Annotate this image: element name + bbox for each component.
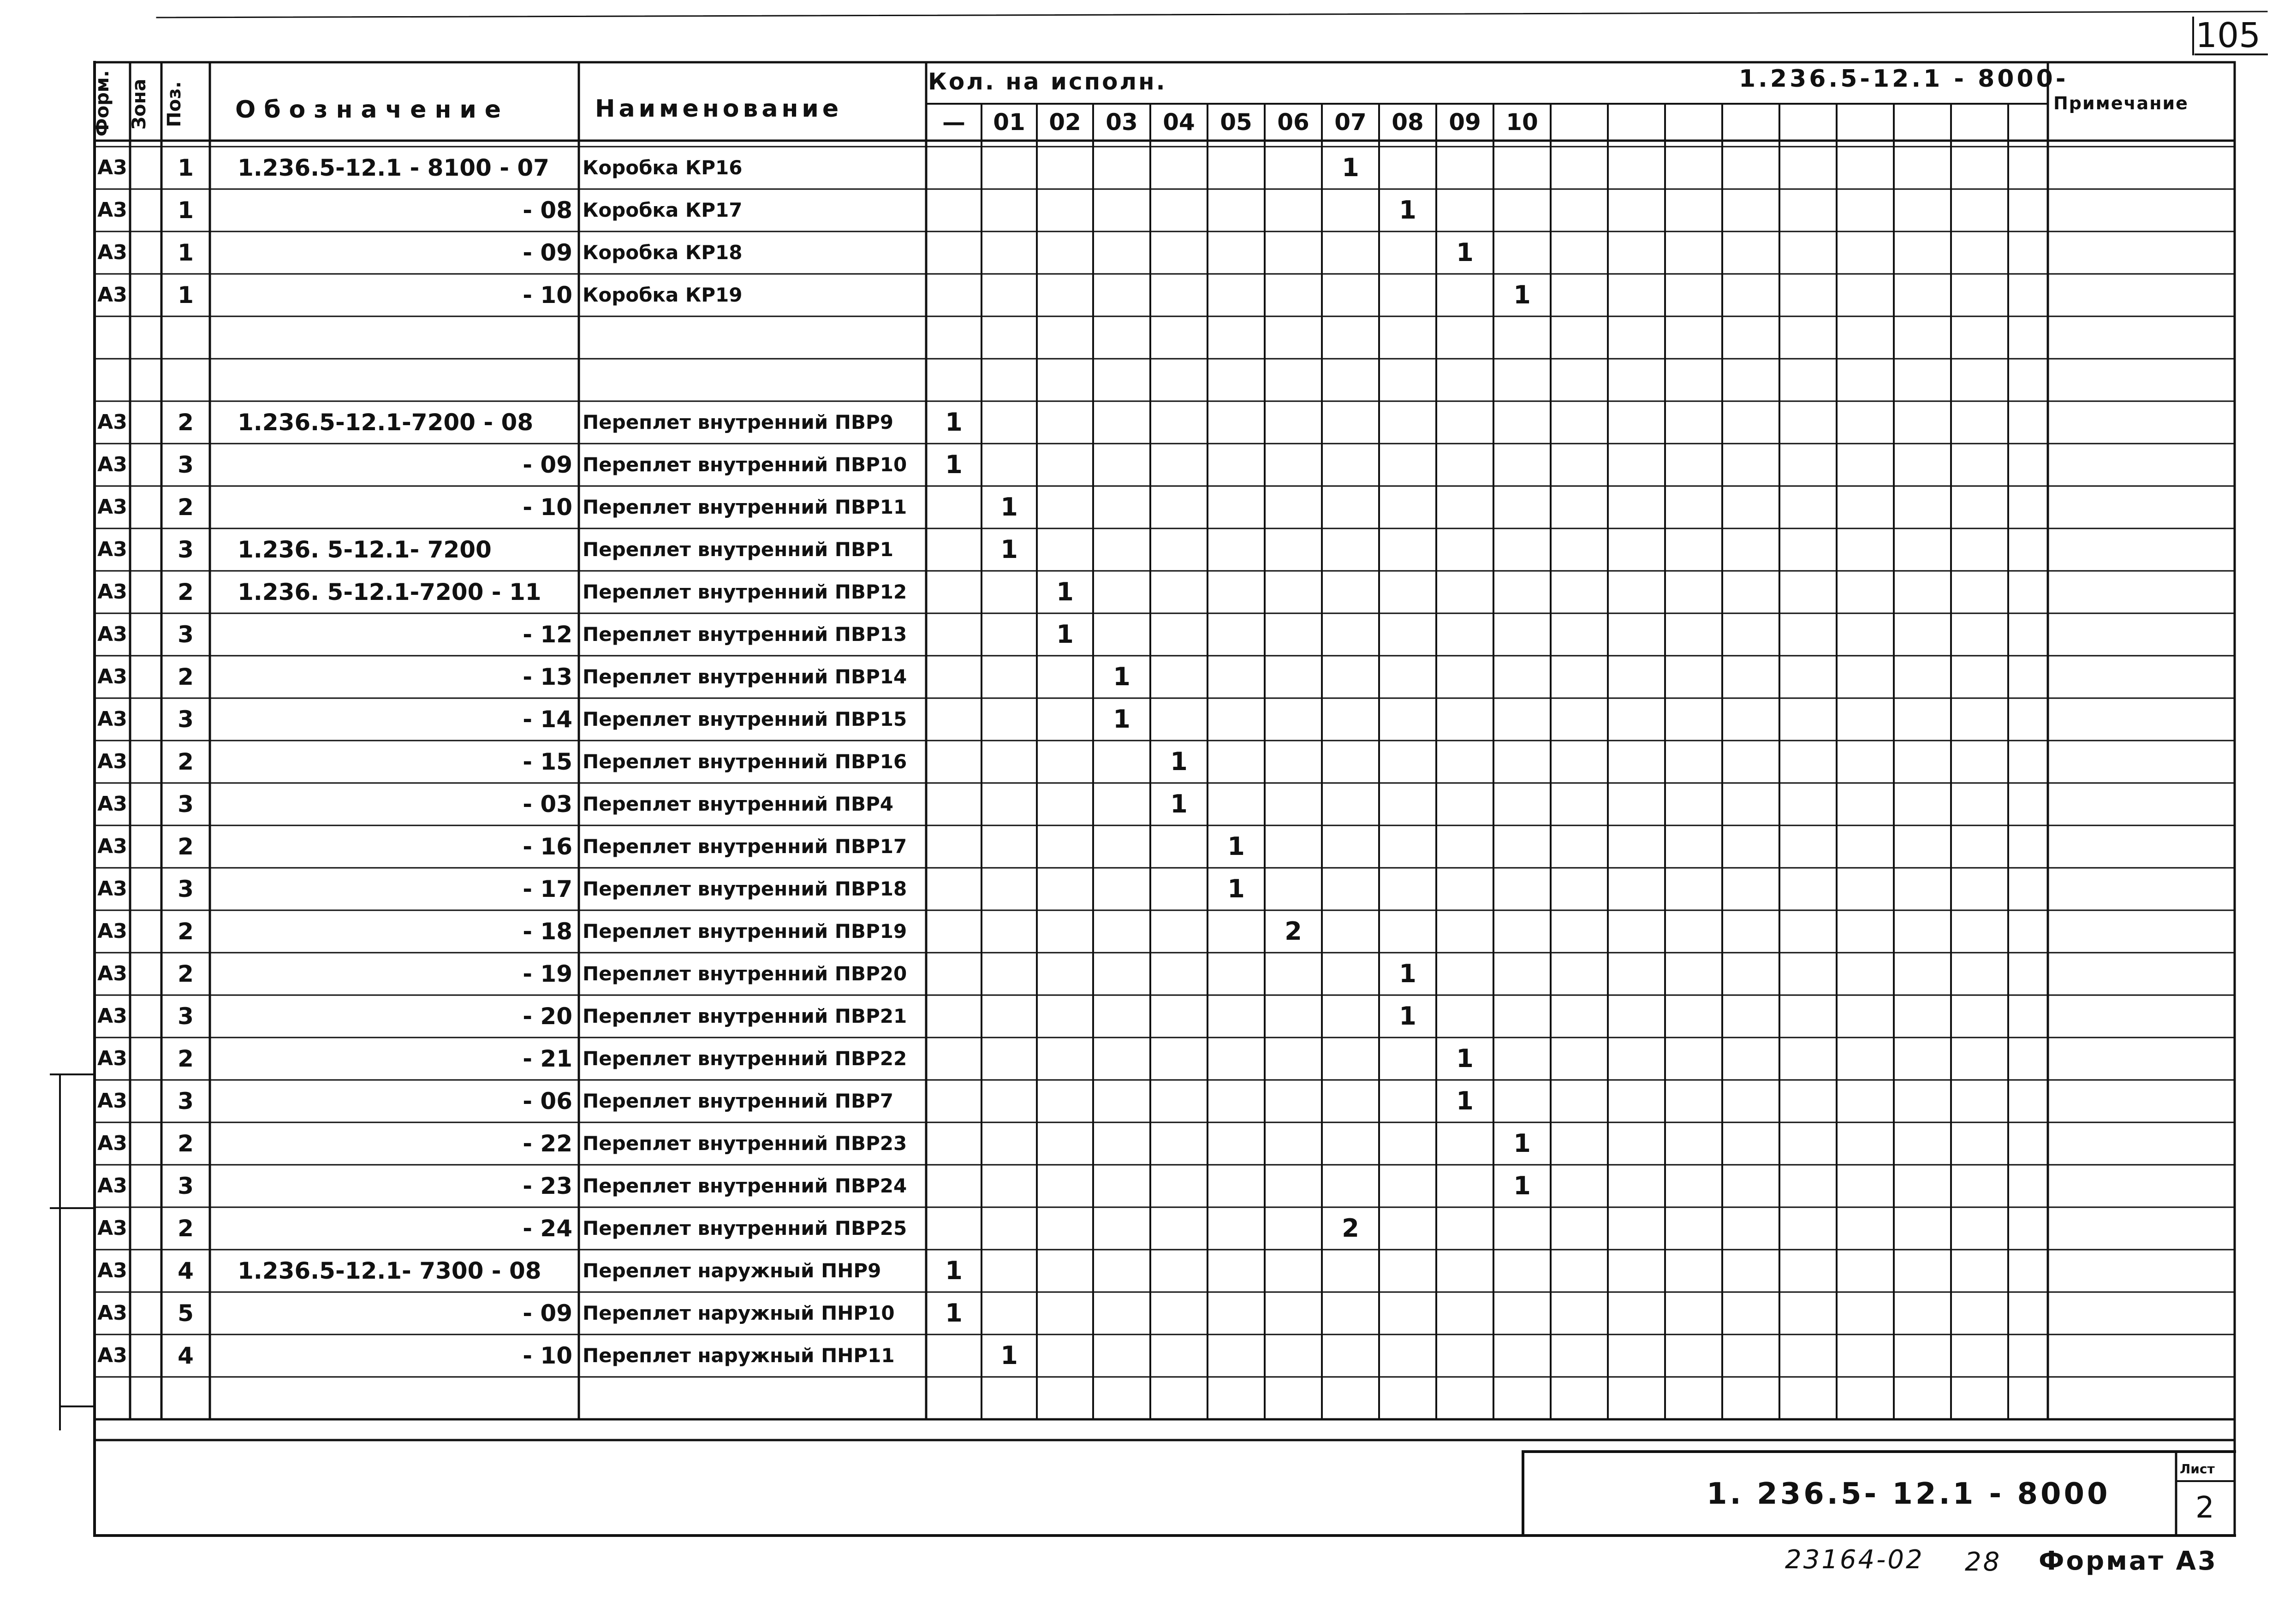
row-designation: - 23 [523, 1173, 572, 1199]
variant-header-base: — [942, 109, 965, 136]
row-name: Переплет внутренний ПВР25 [583, 1217, 907, 1239]
row-position: 2 [178, 409, 194, 436]
row-format: А3 [97, 792, 127, 816]
row-format: А3 [97, 1004, 127, 1028]
row-name: Коробка КР18 [583, 241, 743, 264]
row-designation: - 13 [523, 664, 572, 690]
row-position: 2 [178, 579, 194, 605]
row-position: 1 [178, 197, 194, 224]
row-name: Коробка КР17 [583, 199, 743, 221]
variant-header-09: 09 [1449, 109, 1481, 136]
row-qty-07: 2 [1342, 1214, 1359, 1243]
row-position: 4 [178, 1257, 194, 1284]
row-position: 2 [178, 664, 194, 690]
row-qty-08: 1 [1399, 1002, 1416, 1031]
row-format: А3 [97, 1344, 127, 1367]
row-name: Переплет внутренний ПВР23 [583, 1132, 907, 1155]
row-position: 3 [178, 451, 194, 478]
row-format: А3 [97, 580, 127, 604]
row-name: Переплет внутренний ПВР17 [583, 835, 907, 858]
row-designation: - 17 [523, 876, 572, 902]
row-designation: - 10 [523, 282, 572, 308]
variant-header-04: 04 [1163, 109, 1195, 136]
header-qty-label: Кол. на исполн. [928, 68, 1167, 95]
row-position: 2 [178, 748, 194, 775]
row-position: 2 [178, 494, 194, 521]
header-pos: Поз. [164, 81, 185, 127]
row-format: А3 [97, 1174, 127, 1198]
row-format [95, 359, 130, 401]
row-format [95, 316, 130, 359]
row-qty-base: 1 [945, 1256, 963, 1285]
row-format: А3 [97, 919, 127, 943]
row-designation: 1.236. 5-12.1- 7200 [238, 536, 492, 563]
row-name: Переплет внутренний ПВР20 [583, 962, 907, 985]
row-format: А3 [97, 198, 127, 222]
row-position: 3 [178, 1003, 194, 1030]
row-format: А3 [97, 835, 127, 858]
row-position: 2 [178, 1130, 194, 1157]
row-name: Переплет внутренний ПВР4 [583, 793, 893, 815]
row-position: 2 [178, 961, 194, 987]
row-qty-base: 1 [945, 450, 963, 479]
row-qty-04: 1 [1170, 747, 1188, 776]
row-name: Коробка КР19 [583, 284, 743, 306]
stamp-sheet-number: 2 [2195, 1491, 2214, 1525]
row-name: Коробка КР16 [583, 156, 743, 179]
row-position: 1 [178, 154, 194, 181]
row-name [579, 1377, 926, 1419]
variant-header-08: 08 [1392, 109, 1424, 136]
row-format: А3 [97, 156, 127, 179]
row-position: 4 [178, 1342, 194, 1369]
row-designation: - 19 [523, 961, 572, 987]
row-name: Переплет внутренний ПВР7 [583, 1090, 893, 1112]
row-designation: - 18 [523, 918, 572, 945]
row-format: А3 [97, 241, 127, 264]
row-qty-04: 1 [1170, 789, 1188, 818]
row-format: А3 [97, 283, 127, 307]
row-name [579, 359, 926, 401]
header-format: Форм. [92, 70, 113, 136]
row-qty-02: 1 [1056, 620, 1074, 649]
header-qty-code: 1.236.5-12.1 - 8000- [1739, 65, 2069, 93]
row-format: А3 [97, 1132, 127, 1155]
row-designation: - 10 [523, 494, 572, 521]
row-name: Переплет внутренний ПВР21 [583, 1005, 907, 1027]
row-designation: - 09 [523, 1300, 572, 1327]
row-designation: - 08 [523, 197, 572, 224]
row-qty-09: 1 [1456, 1044, 1474, 1073]
row-qty-08: 1 [1399, 196, 1416, 225]
row-designation: - 14 [523, 706, 572, 733]
row-qty-02: 1 [1056, 577, 1074, 606]
variant-header-01: 01 [993, 109, 1025, 136]
header-note: Примечание [2053, 93, 2189, 113]
row-name: Переплет внутренний ПВР16 [583, 750, 907, 773]
row-designation: 1.236.5-12.1-7200 - 08 [238, 409, 534, 436]
row-name: Переплет внутренний ПВР9 [583, 411, 893, 433]
row-designation: - 09 [523, 451, 572, 478]
row-designation [210, 316, 579, 359]
row-name: Переплет внутренний ПВР24 [583, 1174, 907, 1197]
footer-format-label: Формат А3 [2039, 1546, 2218, 1576]
row-position: 3 [178, 621, 194, 648]
row-qty-03: 1 [1113, 662, 1130, 691]
row-format: А3 [97, 1301, 127, 1325]
row-designation [210, 1377, 579, 1419]
row-designation: - 20 [523, 1003, 572, 1030]
row-name: Переплет внутренний ПВР10 [583, 453, 907, 476]
row-designation: - 16 [523, 833, 572, 860]
row-designation: - 15 [523, 748, 572, 775]
row-format: А3 [97, 453, 127, 476]
row-position: 2 [178, 1215, 194, 1242]
page-number: 105 [2195, 16, 2261, 55]
row-designation: 1.236.5-12.1 - 8100 - 07 [238, 154, 549, 181]
row-designation: - 12 [523, 621, 572, 648]
footer-doc-number: 23164-02 [1785, 1545, 1924, 1575]
header-designation: Обозначение [235, 96, 510, 124]
row-position: 3 [178, 1173, 194, 1199]
row-position: 3 [178, 536, 194, 563]
row-name: Переплет внутренний ПВР18 [583, 878, 907, 900]
stamp-code: 1. 236.5- 12.1 - 8000 [1707, 1477, 2111, 1511]
row-format: А3 [97, 665, 127, 688]
variant-header-10: 10 [1506, 109, 1538, 136]
row-name: Переплет внутренний ПВР1 [583, 538, 893, 561]
row-designation: - 09 [523, 239, 572, 266]
row-name: Переплет внутренний ПВР11 [583, 496, 907, 518]
row-name: Переплет внутренний ПВР19 [583, 920, 907, 943]
stamp-sheet-label: Лист [2180, 1461, 2215, 1477]
row-position: 1 [178, 239, 194, 266]
row-format: А3 [97, 877, 127, 901]
row-format: А3 [97, 623, 127, 646]
row-qty-06: 2 [1285, 917, 1302, 946]
row-qty-05: 1 [1227, 874, 1245, 903]
row-name: Переплет внутренний ПВР13 [583, 623, 907, 646]
row-name: Переплет наружный ПНР11 [583, 1344, 895, 1367]
variant-header-05: 05 [1220, 109, 1252, 136]
row-name: Переплет внутренний ПВР14 [583, 665, 907, 688]
header-name: Наименование [595, 95, 843, 123]
variant-header-02: 02 [1049, 109, 1081, 136]
row-position: 5 [178, 1300, 194, 1327]
row-position: 3 [178, 791, 194, 818]
row-designation: - 24 [523, 1215, 572, 1242]
row-qty-09: 1 [1456, 238, 1474, 267]
row-name [579, 316, 926, 359]
row-format: А3 [97, 750, 127, 773]
row-position [161, 1377, 210, 1419]
row-format: А3 [97, 495, 127, 519]
row-qty-08: 1 [1399, 959, 1416, 988]
row-position: 3 [178, 706, 194, 733]
variant-header-06: 06 [1277, 109, 1309, 136]
row-designation: - 10 [523, 1342, 572, 1369]
row-position: 2 [178, 1045, 194, 1072]
row-designation: - 03 [523, 791, 572, 818]
row-format [95, 1377, 130, 1419]
row-qty-10: 1 [1513, 1129, 1531, 1158]
footer-num: 28 [1965, 1547, 2002, 1577]
row-format: А3 [97, 962, 127, 985]
row-format: А3 [97, 1216, 127, 1240]
row-qty-05: 1 [1227, 832, 1245, 861]
row-format: А3 [97, 1089, 127, 1113]
row-name: Переплет наружный ПНР10 [583, 1302, 895, 1324]
row-format: А3 [97, 1259, 127, 1282]
row-qty-base: 1 [945, 408, 963, 437]
row-designation: 1.236. 5-12.1-7200 - 11 [238, 579, 541, 605]
row-position: 1 [178, 282, 194, 308]
row-qty-10: 1 [1513, 280, 1531, 309]
row-position: 3 [178, 876, 194, 902]
row-designation [210, 359, 579, 401]
row-designation: - 06 [523, 1088, 572, 1115]
row-position [161, 359, 210, 401]
row-format: А3 [97, 410, 127, 434]
row-name: Переплет внутренний ПВР15 [583, 708, 907, 730]
header-zone: Зона [129, 78, 150, 130]
row-qty-07: 1 [1342, 153, 1359, 182]
row-qty-10: 1 [1513, 1171, 1531, 1200]
row-name: Переплет внутренний ПВР22 [583, 1047, 907, 1070]
row-position: 2 [178, 833, 194, 860]
row-qty-base: 1 [945, 1299, 963, 1328]
variant-header-03: 03 [1106, 109, 1138, 136]
row-position: 3 [178, 1088, 194, 1115]
row-name: Переплет внутренний ПВР12 [583, 581, 907, 603]
row-qty-01: 1 [1000, 535, 1018, 564]
row-qty-01: 1 [1000, 492, 1018, 522]
row-name: Переплет наружный ПНР9 [583, 1259, 881, 1282]
row-format: А3 [97, 538, 127, 561]
row-position [161, 316, 210, 359]
row-designation: - 21 [523, 1045, 572, 1072]
row-format: А3 [97, 707, 127, 731]
row-designation: 1.236.5-12.1- 7300 - 08 [238, 1257, 541, 1284]
row-qty-09: 1 [1456, 1086, 1474, 1115]
row-qty-01: 1 [1000, 1341, 1018, 1370]
variant-header-07: 07 [1334, 109, 1367, 136]
row-designation: - 22 [523, 1130, 572, 1157]
row-position: 2 [178, 918, 194, 945]
row-qty-03: 1 [1113, 705, 1130, 734]
row-format: А3 [97, 1047, 127, 1070]
